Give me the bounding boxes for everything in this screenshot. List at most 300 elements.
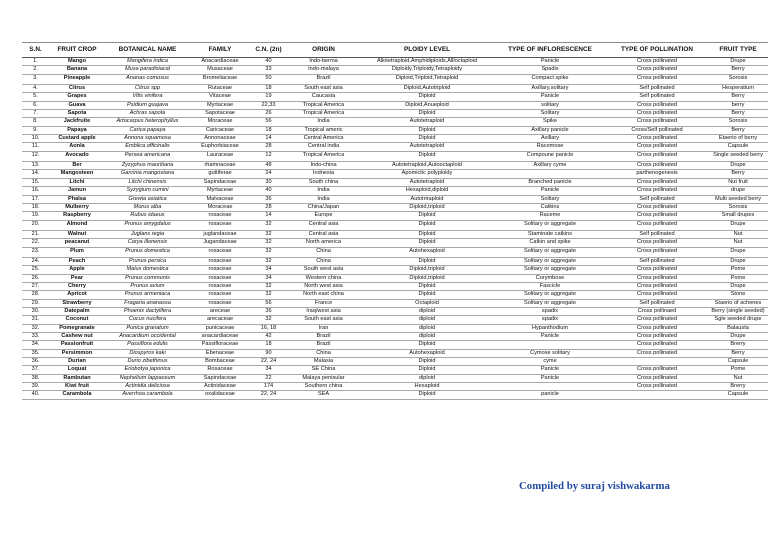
cell-fruit-type: Sorosis — [708, 118, 768, 126]
cell-chromosome-number: 32 — [250, 282, 287, 290]
cell-fruit-crop: Mangosteen — [49, 170, 105, 178]
cell-sn: 32. — [22, 324, 49, 332]
cell-family: rosaceae — [190, 282, 250, 290]
cell-fruit-crop: Walnut — [49, 230, 105, 238]
cell-fruit-crop: Pomegranate — [49, 324, 105, 332]
header-family: FAMILY — [190, 43, 250, 58]
cell-ploidy-level: Diploid — [360, 151, 494, 161]
cell-chromosome-number: 33 — [250, 66, 287, 74]
cell-botanical-name: Morus alba — [105, 203, 190, 211]
cell-fruit-type: Pome — [708, 266, 768, 274]
header-botanical-name: BOTANICAL NAME — [105, 43, 190, 58]
cell-pollination-type: Cross pollinated — [606, 118, 708, 126]
cell-fruit-type: Hesperatium — [708, 85, 768, 93]
cell-fruit-type: Drupe — [708, 282, 768, 290]
cell-botanical-name: Vitis vinifera — [105, 93, 190, 101]
cell-origin: Indo-china — [287, 162, 360, 170]
table-row — [22, 66, 768, 74]
cell-pollination-type: Cross pollinated — [606, 220, 708, 230]
cell-chromosome-number: 18 — [250, 126, 287, 134]
cell-chromosome-number: 16, 18 — [250, 324, 287, 332]
cell-origin: Malasia — [287, 358, 360, 366]
cell-chromosome-number: 18 — [250, 85, 287, 93]
cell-fruit-type: Capsule — [708, 391, 768, 399]
cell-chromosome-number: 40 — [250, 58, 287, 66]
cell-ploidy-level: Diploid,Autotriploid — [360, 85, 494, 93]
cell-pollination-type: Cross pollinated — [606, 203, 708, 211]
cell-chromosome-number: 14 — [250, 212, 287, 220]
cell-origin: India — [287, 195, 360, 203]
cell-inflorescence-type: Corymbose — [494, 274, 606, 282]
cell-fruit-type: Single seeded berry — [708, 151, 768, 161]
cell-inflorescence-type: Solitary or aggregate — [494, 220, 606, 230]
cell-ploidy-level: Hexaploid,diploid — [360, 187, 494, 195]
cell-botanical-name: Emblica officinalis — [105, 143, 190, 151]
cell-botanical-name: Phoenix dactylifera — [105, 307, 190, 315]
table-row — [22, 170, 768, 178]
cell-sn: 1. — [22, 58, 49, 66]
cell-chromosome-number: 32 — [250, 230, 287, 238]
table-row — [22, 101, 768, 109]
cell-inflorescence-type: Catkins — [494, 203, 606, 211]
cell-family: Actinidaceae — [190, 383, 250, 391]
cell-inflorescence-type: Spike — [494, 118, 606, 126]
cell-inflorescence-type: spadix — [494, 307, 606, 315]
table-row — [22, 349, 768, 357]
cell-family: arecaceae — [190, 316, 250, 324]
cell-inflorescence-type: Panicle — [494, 374, 606, 382]
cell-sn: 34. — [22, 341, 49, 349]
cell-inflorescence-type: cyme — [494, 358, 606, 366]
cell-family: Annonaceae — [190, 135, 250, 143]
cell-botanical-name: Psidium guajava — [105, 101, 190, 109]
cell-inflorescence-type: Solitary or aggregate — [494, 247, 606, 257]
cell-ploidy-level: Diploid — [360, 282, 494, 290]
cell-fruit-crop: Citrus — [49, 85, 105, 93]
cell-family: Euphorbiaceae — [190, 143, 250, 151]
cell-sn: 2. — [22, 66, 49, 74]
cell-fruit-type: Stone — [708, 291, 768, 299]
cell-chromosome-number: 19 — [250, 93, 287, 101]
cell-sn: 29. — [22, 299, 49, 307]
cell-botanical-name: Zyzyphus mauritiana — [105, 162, 190, 170]
cell-pollination-type — [606, 391, 708, 399]
cell-chromosome-number: 56 — [250, 118, 287, 126]
cell-botanical-name: Litchi chinensis — [105, 178, 190, 186]
cell-family: Sapindaceae — [190, 374, 250, 382]
cell-sn: 12. — [22, 151, 49, 161]
cell-inflorescence-type: Staminate catkins — [494, 230, 606, 238]
cell-origin: China — [287, 349, 360, 357]
cell-origin: Europe — [287, 212, 360, 220]
table-row — [22, 143, 768, 151]
cell-sn: 27. — [22, 282, 49, 290]
table-row — [22, 93, 768, 101]
table-row — [22, 212, 768, 220]
cell-botanical-name: Syzygium cumini — [105, 187, 190, 195]
cell-pollination-type: Cross pollinated — [606, 187, 708, 195]
cell-fruit-crop: Jamun — [49, 187, 105, 195]
cell-sn: 4. — [22, 85, 49, 93]
cell-inflorescence-type: Compact spike — [494, 74, 606, 84]
cell-sn: 21. — [22, 230, 49, 238]
cell-sn: 40. — [22, 391, 49, 399]
cell-inflorescence-type: Panicle — [494, 333, 606, 341]
cell-ploidy-level: Diploid — [360, 212, 494, 220]
cell-fruit-type: Multi seeded berry — [708, 195, 768, 203]
cell-fruit-crop: Plum — [49, 247, 105, 257]
table-row — [22, 58, 768, 66]
table-row — [22, 299, 768, 307]
cell-sn: 24. — [22, 257, 49, 265]
cell-fruit-type: Etaerio of berry — [708, 135, 768, 143]
table-row — [22, 374, 768, 382]
cell-chromosome-number: 34 — [250, 274, 287, 282]
cell-sn: 10. — [22, 135, 49, 143]
cell-family: rosaceae — [190, 247, 250, 257]
cell-origin: Central asia — [287, 220, 360, 230]
cell-sn: 6. — [22, 101, 49, 109]
cell-inflorescence-type: Raceme — [494, 212, 606, 220]
cell-sn: 33. — [22, 333, 49, 341]
cell-fruit-type: Nut — [708, 374, 768, 382]
cell-ploidy-level: Diploid — [360, 358, 494, 366]
cell-fruit-type: Nut — [708, 230, 768, 238]
table-row — [22, 110, 768, 118]
cell-fruit-crop: Aonla — [49, 143, 105, 151]
cell-fruit-crop: peacanut — [49, 239, 105, 247]
cell-ploidy-level: Autotetraploid,Autooctaploid — [360, 162, 494, 170]
cell-origin: Malaya penisular — [287, 374, 360, 382]
cell-inflorescence-type — [494, 383, 606, 391]
cell-sn: 30. — [22, 307, 49, 315]
cell-family: anacardiaceae — [190, 333, 250, 341]
cell-origin: Central America — [287, 135, 360, 143]
cell-family: Moraceae — [190, 203, 250, 211]
cell-origin: Tropical America — [287, 151, 360, 161]
cell-fruit-type: Drupe — [708, 220, 768, 230]
cell-botanical-name: Ananas comosus — [105, 74, 190, 84]
cell-family: rosaceae — [190, 212, 250, 220]
cell-origin: Brazil — [287, 333, 360, 341]
cell-ploidy-level: Diploid — [360, 230, 494, 238]
cell-chromosome-number: 28 — [250, 143, 287, 151]
cell-family: Bromeliaceae — [190, 74, 250, 84]
cell-chromosome-number: 26 — [250, 110, 287, 118]
cell-botanical-name: Prunus domestica — [105, 247, 190, 257]
cell-origin: Tropical America — [287, 101, 360, 109]
cell-pollination-type: Cross pollinated — [606, 162, 708, 170]
cell-chromosome-number: 32 — [250, 291, 287, 299]
header-pollination-type: TYPE OF POLLINATION — [606, 43, 708, 58]
cell-ploidy-level: Diploid,triploid — [360, 266, 494, 274]
cell-chromosome-number: 56 — [250, 299, 287, 307]
cell-ploidy-level: Diploid,triploid — [360, 203, 494, 211]
cell-botanical-name: Grewia asiatica — [105, 195, 190, 203]
cell-origin: India — [287, 118, 360, 126]
cell-fruit-crop: Banana — [49, 66, 105, 74]
cell-ploidy-level: Diploid,Anueploid — [360, 101, 494, 109]
cell-ploidy-level: Autohexaploid — [360, 349, 494, 357]
table-row — [22, 257, 768, 265]
cell-pollination-type: Cross pollinaed — [606, 307, 708, 315]
cell-chromosome-number: 32 — [250, 316, 287, 324]
cell-fruit-type: Pome — [708, 274, 768, 282]
cell-fruit-type: Berry — [708, 170, 768, 178]
cell-fruit-crop: Sapota — [49, 110, 105, 118]
cell-family: Anacardiaceae — [190, 58, 250, 66]
cell-pollination-type: Cross pollinated — [606, 101, 708, 109]
cell-ploidy-level: Diploidy,Triploidy,Tetraploidy — [360, 66, 494, 74]
cell-origin: North east china — [287, 291, 360, 299]
cell-family: Jugandaceae — [190, 239, 250, 247]
cell-origin: China — [287, 247, 360, 257]
table-row — [22, 324, 768, 332]
cell-chromosome-number: 34 — [250, 266, 287, 274]
cell-fruit-crop: Kiwi fruit — [49, 383, 105, 391]
cell-botanical-name: Passiflora edulis — [105, 341, 190, 349]
cell-ploidy-level: Diploid — [360, 239, 494, 247]
cell-pollination-type: Self pollinated — [606, 257, 708, 265]
cell-fruit-type: Sgle seeded drupe — [708, 316, 768, 324]
cell-pollination-type: Cross pollinated — [606, 151, 708, 161]
cell-fruit-crop: Jackfruite — [49, 118, 105, 126]
cell-origin: South china — [287, 178, 360, 186]
cell-sn: 9. — [22, 126, 49, 134]
cell-ploidy-level: Diploid — [360, 366, 494, 374]
cell-origin: India — [287, 187, 360, 195]
cell-origin: South west asia — [287, 266, 360, 274]
cell-botanical-name: Anacardium occidental — [105, 333, 190, 341]
cell-family: Lauraceae — [190, 151, 250, 161]
cell-ploidy-level: Diploid — [360, 220, 494, 230]
cell-fruit-crop: Datepalm — [49, 307, 105, 315]
cell-sn: 31. — [22, 316, 49, 324]
cell-botanical-name: Averrhoa carambola — [105, 391, 190, 399]
table-row — [22, 220, 768, 230]
cell-ploidy-level: Diploid,triploid — [360, 274, 494, 282]
cell-family: rosaceae — [190, 274, 250, 282]
cell-family: Caricaceae — [190, 126, 250, 134]
table-row — [22, 358, 768, 366]
cell-sn: 7. — [22, 110, 49, 118]
cell-ploidy-level: Diploid — [360, 341, 494, 349]
cell-family: Musaceae — [190, 66, 250, 74]
cell-pollination-type: Cross pollinated — [606, 316, 708, 324]
cell-chromosome-number: 50 — [250, 74, 287, 84]
cell-botanical-name: Rubus idaeus — [105, 212, 190, 220]
cell-sn: 28. — [22, 291, 49, 299]
cell-botanical-name: Persea americana — [105, 151, 190, 161]
header-chromosome-number: C.N. (2n) — [250, 43, 287, 58]
cell-chromosome-number: 34 — [250, 366, 287, 374]
cell-botanical-name: Punica granatum — [105, 324, 190, 332]
cell-family: guttiferae — [190, 170, 250, 178]
cell-fruit-type: Nut fruit — [708, 178, 768, 186]
cell-pollination-type: Cross pollinated — [606, 274, 708, 282]
cell-chromosome-number: 22,33 — [250, 101, 287, 109]
cell-ploidy-level: Diploid — [360, 135, 494, 143]
cell-pollination-type: Cross pollinated — [606, 324, 708, 332]
cell-pollination-type: Cross pollinated — [606, 366, 708, 374]
cell-fruit-crop: Grapes — [49, 93, 105, 101]
cell-pollination-type: Cross pollinated — [606, 143, 708, 151]
cell-family: Ebenaceae — [190, 349, 250, 357]
cell-fruit-crop: Almond — [49, 220, 105, 230]
cell-chromosome-number: 24 — [250, 170, 287, 178]
cell-fruit-type: Berry — [708, 66, 768, 74]
cell-origin: Tropical americ — [287, 126, 360, 134]
cell-pollination-type: Cross pollinated — [606, 247, 708, 257]
cell-sn: 35. — [22, 349, 49, 357]
cell-ploidy-level: Allotetraploid,Amphidiploids,Allloctaploid — [360, 58, 494, 66]
cell-origin: Southern china — [287, 383, 360, 391]
cell-inflorescence-type: Solitary or aggregate — [494, 266, 606, 274]
table-row — [22, 383, 768, 391]
cell-inflorescence-type: Branched panicle — [494, 178, 606, 186]
cell-pollination-type: Cross pollinated — [606, 383, 708, 391]
cell-botanical-name: Mangifera indica — [105, 58, 190, 66]
cell-origin: Iraq/west asia — [287, 307, 360, 315]
cell-fruit-crop: Loquat — [49, 366, 105, 374]
cell-inflorescence-type: Axillary cyme — [494, 162, 606, 170]
cell-sn: 8. — [22, 118, 49, 126]
cell-origin: Brazil — [287, 74, 360, 84]
cell-fruit-crop: Carambola — [49, 391, 105, 399]
cell-inflorescence-type: Catkin and spike — [494, 239, 606, 247]
cell-pollination-type: Cross pollinated — [606, 66, 708, 74]
table-row — [22, 274, 768, 282]
cell-inflorescence-type: Spadix — [494, 66, 606, 74]
cell-pollination-type: Cross pollinated — [606, 239, 708, 247]
cell-family: rosaceae — [190, 266, 250, 274]
cell-family: Myrtaceae — [190, 187, 250, 195]
cell-fruit-type: Brerry — [708, 383, 768, 391]
cell-chromosome-number: 36 — [250, 307, 287, 315]
table-row — [22, 151, 768, 161]
cell-chromosome-number: 32 — [250, 239, 287, 247]
cell-inflorescence-type: Fascicle — [494, 282, 606, 290]
cell-family: Bombaceae — [190, 358, 250, 366]
cell-fruit-crop: Apricot — [49, 291, 105, 299]
cell-fruit-type: Berry — [708, 349, 768, 357]
table-row — [22, 366, 768, 374]
cell-family: rosaceae — [190, 299, 250, 307]
header-row — [22, 43, 768, 58]
cell-inflorescence-type: spadix — [494, 316, 606, 324]
cell-origin: Indo-berma — [287, 58, 360, 66]
cell-ploidy-level: diploid — [360, 307, 494, 315]
cell-fruit-type: Drupe — [708, 58, 768, 66]
cell-ploidy-level: Diploid — [360, 93, 494, 101]
table-row — [22, 74, 768, 84]
cell-fruit-type: drupe — [708, 187, 768, 195]
cell-family: oxalidaceae — [190, 391, 250, 399]
cell-pollination-type: Cross pollinated — [606, 349, 708, 357]
cell-family: Passifloraceae — [190, 341, 250, 349]
cell-fruit-crop: Cashew nut — [49, 333, 105, 341]
cell-fruit-type: Balausta — [708, 324, 768, 332]
cell-pollination-type: Cross pollinated — [606, 178, 708, 186]
cell-fruit-crop: Avocado — [49, 151, 105, 161]
table-row — [22, 341, 768, 349]
cell-fruit-type: berry — [708, 101, 768, 109]
cell-origin: SEA — [287, 391, 360, 399]
cell-pollination-type — [606, 358, 708, 366]
cell-ploidy-level: Autotriraploid — [360, 195, 494, 203]
table-row — [22, 307, 768, 315]
cell-origin: France — [287, 299, 360, 307]
cell-inflorescence-type: panicle — [494, 391, 606, 399]
cell-family: rosaceae — [190, 257, 250, 265]
cell-sn: 15. — [22, 178, 49, 186]
cell-chromosome-number: 30 — [250, 178, 287, 186]
cell-sn: 20. — [22, 220, 49, 230]
cell-fruit-type: Drupe — [708, 333, 768, 341]
table-row — [22, 118, 768, 126]
cell-chromosome-number: 12 — [250, 151, 287, 161]
cell-sn: 22. — [22, 239, 49, 247]
table-body — [22, 58, 768, 400]
cell-sn: 23. — [22, 247, 49, 257]
cell-ploidy-level: Hexaploid — [360, 383, 494, 391]
cell-origin: North america — [287, 239, 360, 247]
cell-origin: Western china — [287, 274, 360, 282]
compiler-credit: Compiled by suraj vishwakarma — [519, 480, 670, 492]
cell-inflorescence-type: Axillary — [494, 135, 606, 143]
cell-ploidy-level: Autotetraploid — [360, 143, 494, 151]
cell-fruit-crop: Guava — [49, 101, 105, 109]
cell-pollination-type: Cross pollinated — [606, 74, 708, 84]
cell-fruit-type: Berry — [708, 93, 768, 101]
table-row — [22, 178, 768, 186]
cell-family: rhamnaceae — [190, 162, 250, 170]
cell-pollination-type: Cross/Self pollinated — [606, 126, 708, 134]
cell-chromosome-number: 32 — [250, 247, 287, 257]
cell-chromosome-number: 174 — [250, 383, 287, 391]
cell-ploidy-level: Autotetraploid — [360, 178, 494, 186]
cell-family: rosaceae — [190, 220, 250, 230]
table-row — [22, 126, 768, 134]
cell-sn: 38. — [22, 374, 49, 382]
cell-fruit-crop: Ber — [49, 162, 105, 170]
cell-inflorescence-type: Racemose — [494, 143, 606, 151]
cell-botanical-name: Fragaria ananassa — [105, 299, 190, 307]
cell-chromosome-number: 48 — [250, 162, 287, 170]
cell-fruit-type: Berry (single seeded) — [708, 307, 768, 315]
cell-family: areceae — [190, 307, 250, 315]
table-row — [22, 85, 768, 93]
cell-fruit-crop: Custard apple — [49, 135, 105, 143]
header-fruit-type: FRUIT TYPE — [708, 43, 768, 58]
cell-fruit-type: Berry — [708, 126, 768, 134]
cell-fruit-type: Pome — [708, 366, 768, 374]
cell-fruit-type: Drupe — [708, 257, 768, 265]
cell-inflorescence-type: Panicle — [494, 58, 606, 66]
cell-fruit-crop: Apple — [49, 266, 105, 274]
cell-family: Sapotaceae — [190, 110, 250, 118]
cell-pollination-type: Cross pollinated — [606, 374, 708, 382]
cell-sn: 39. — [22, 383, 49, 391]
header-ploidy-level: PLOIDY LEVEL — [360, 43, 494, 58]
table-row — [22, 333, 768, 341]
cell-pollination-type: Cross pollinated — [606, 135, 708, 143]
cell-botanical-name: Garcinia mangostana — [105, 170, 190, 178]
cell-pollination-type: Self pollinated — [606, 230, 708, 238]
cell-origin: Central india — [287, 143, 360, 151]
cell-inflorescence-type: Solitary — [494, 195, 606, 203]
table-row — [22, 195, 768, 203]
